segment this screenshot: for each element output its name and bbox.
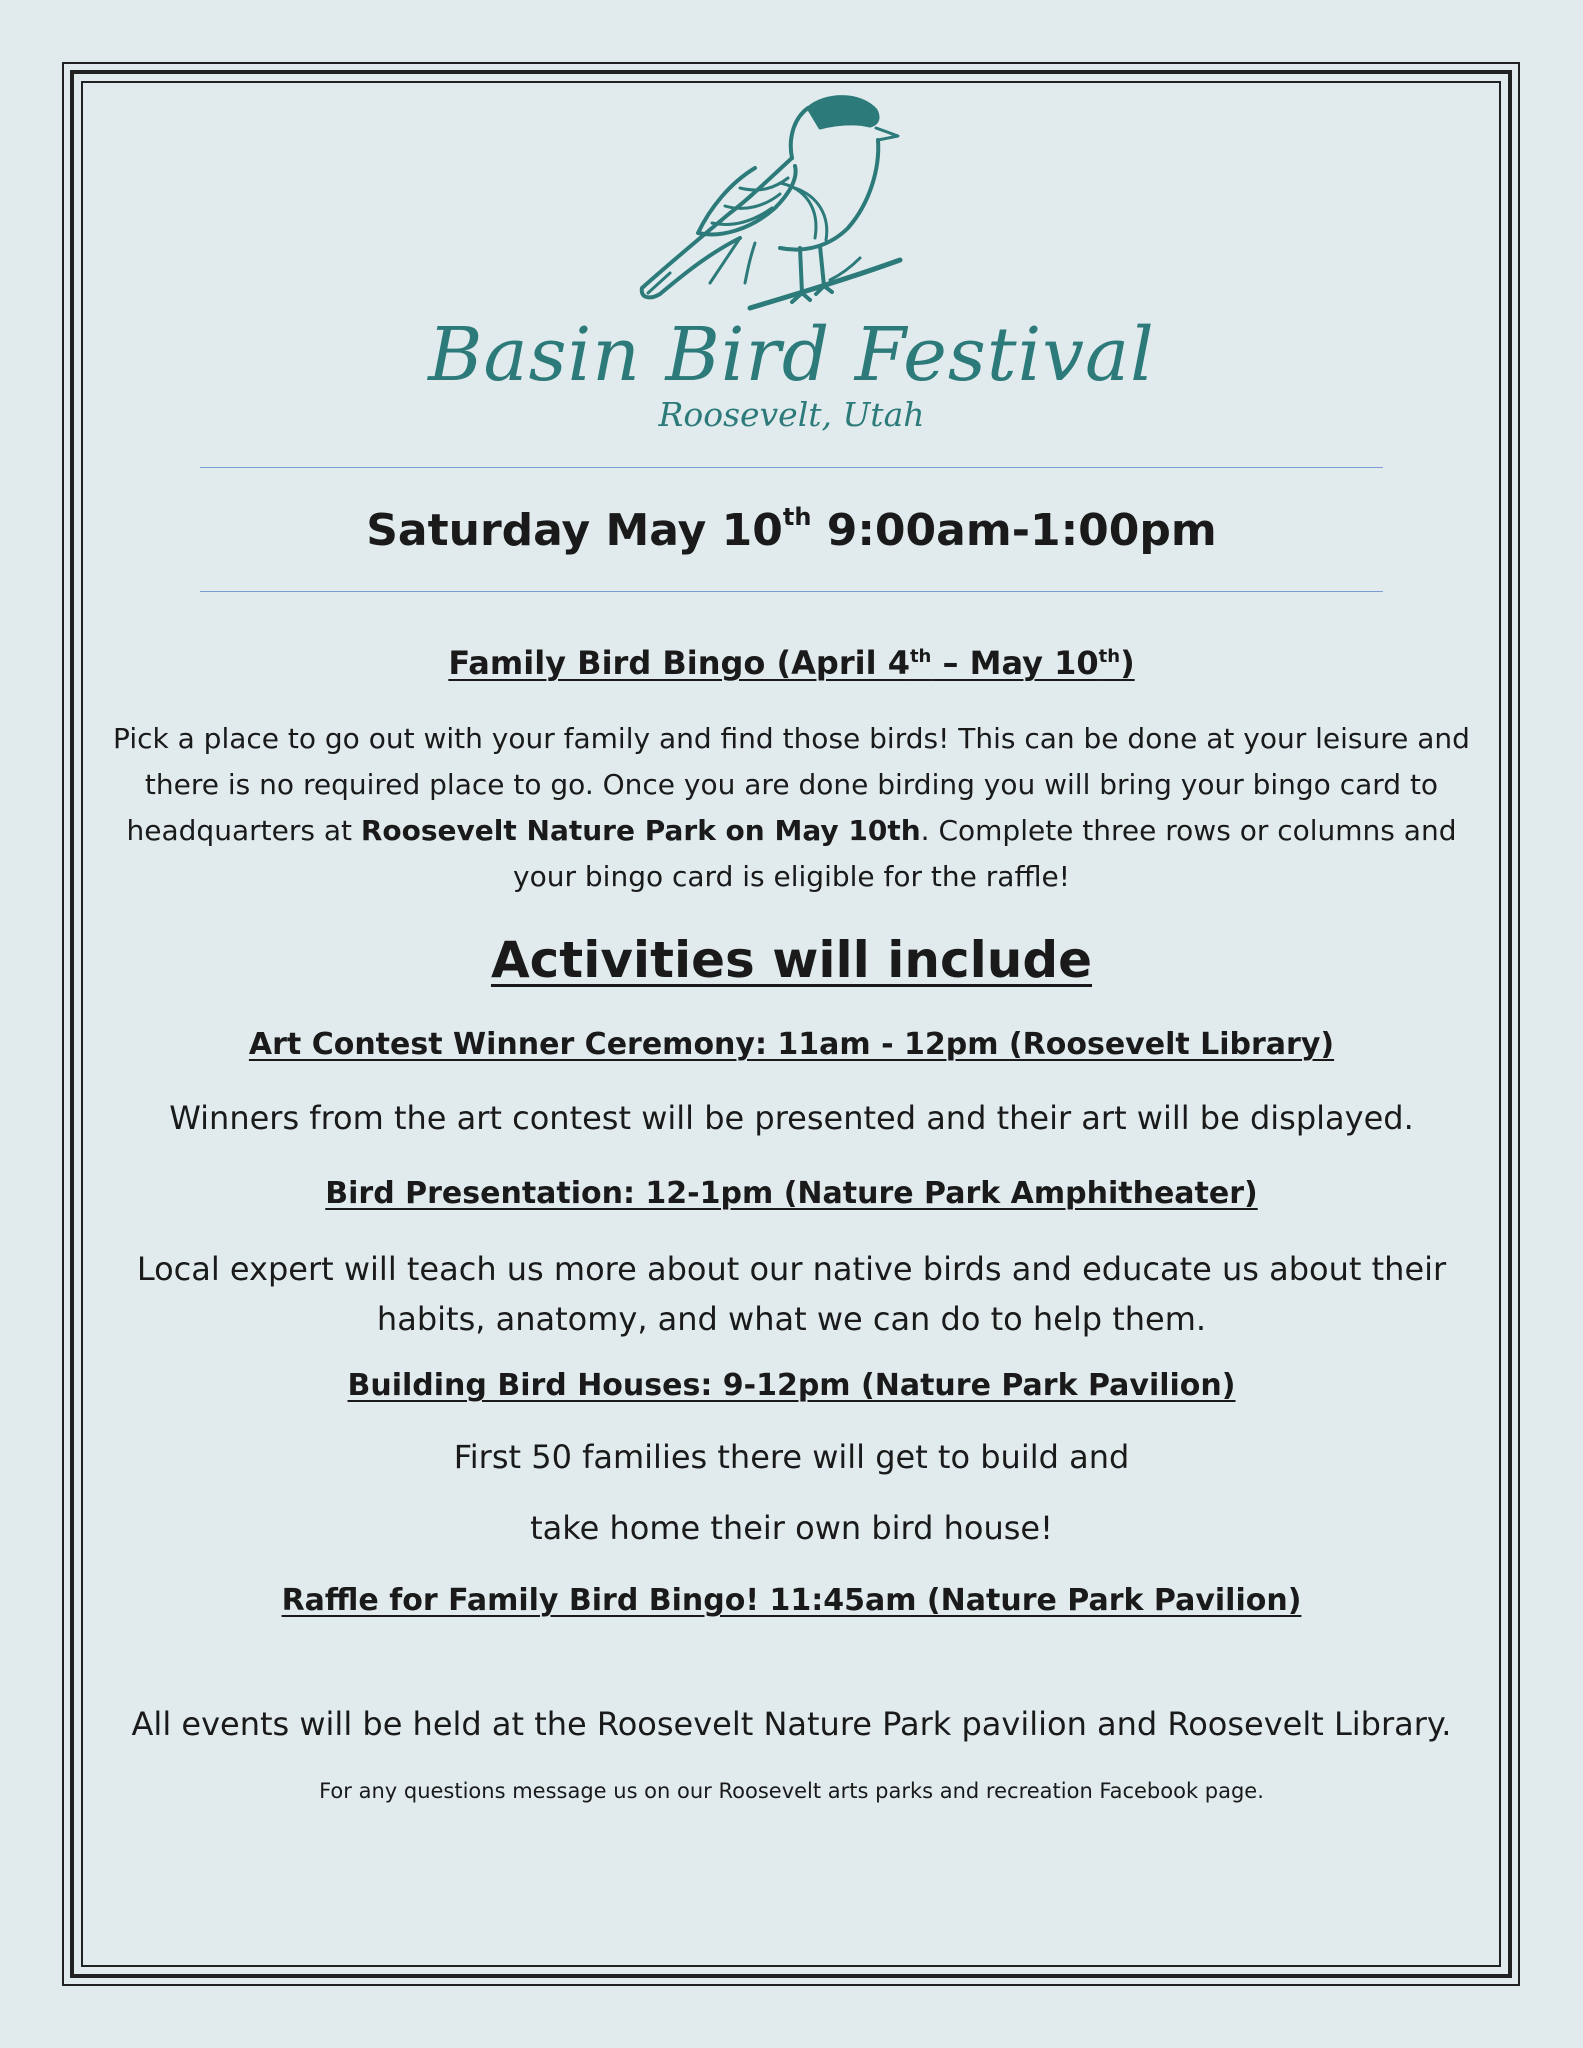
divider-bottom	[200, 591, 1383, 592]
festival-title: Basin Bird Festival	[428, 312, 1155, 398]
activity-title-art-contest: Art Contest Winner Ceremony: 11am - 12pm (Roosevelt Library)	[248, 1027, 1335, 1062]
event-date	[0, 503, 1583, 558]
bingo-heading-sup-a: th	[909, 646, 932, 667]
activity-desc-bird-houses-line2: take home their own bird house!	[530, 1509, 1053, 1547]
bingo-heading-part-b: – May 10	[931, 644, 1099, 682]
festival-location: Roosevelt, Utah	[658, 395, 925, 434]
chickadee-bird-logo-icon	[580, 88, 960, 328]
activities-heading: Activities will include	[490, 931, 1093, 989]
bingo-heading-sup-b: th	[1098, 646, 1121, 667]
bingo-description	[95, 716, 1488, 900]
bingo-heading-part-c: )	[1120, 644, 1135, 682]
bingo-heading	[0, 644, 1583, 682]
activity-desc-bird-presentation: Local expert will teach us more about our native birds and educate us about their habits, anatomy, and what we can do to help them.	[136, 1250, 1447, 1338]
bingo-body-b: . Complete three rows or columns and your bingo card is eligible for the raffle!	[513, 814, 1457, 893]
contact-note: For any questions message us on our Roosevelt arts parks and recreation Facebook page.	[319, 1779, 1264, 1803]
activity-title-bird-houses: Building Bird Houses: 9-12pm (Nature Park Pavilion)	[347, 1368, 1236, 1403]
activity-title-bird-presentation: Bird Presentation: 12-1pm (Nature Park Amphitheater)	[325, 1176, 1258, 1211]
activity-desc-bird-houses-line1: First 50 families there will get to build and	[453, 1438, 1130, 1476]
bingo-body-a: Pick a place to go out with your family and find those birds! This can be done at your leisure and there is no required place to go. Once you are done birding you will bring your bingo card to headquarters at	[113, 722, 1470, 847]
event-time: 9:00am-1:00pm	[811, 505, 1217, 556]
location-note: All events will be held at the Roosevelt Nature Park pavilion and Roosevelt Library.	[131, 1705, 1452, 1743]
bingo-body-bold: Roosevelt Nature Park on May 10th	[360, 814, 921, 847]
event-day-suffix: th	[782, 503, 812, 531]
activity-desc-art-contest: Winners from the art contest will be presented and their art will be displayed.	[169, 1099, 1414, 1137]
bingo-heading-part-a: Family Bird Bingo (April 4	[448, 644, 910, 682]
event-day: Saturday May 10	[366, 505, 783, 556]
activity-title-raffle: Raffle for Family Bird Bingo! 11:45am (Nature Park Pavilion)	[281, 1583, 1302, 1618]
divider-top	[200, 467, 1383, 468]
